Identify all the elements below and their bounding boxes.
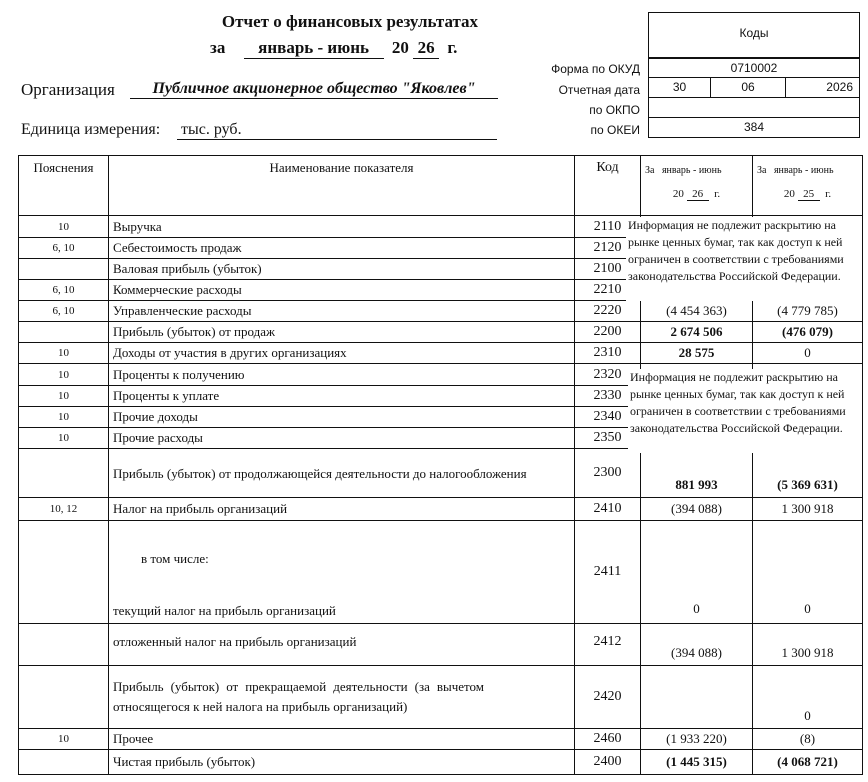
row-current: 2 674 506	[641, 322, 753, 343]
table-row	[19, 666, 863, 729]
year-end: г.	[447, 38, 458, 57]
table-row	[19, 449, 863, 498]
row-note: 10	[19, 364, 109, 386]
row-name: Прибыль (убыток) от продолжающейся деятельности до налогообложения	[109, 449, 575, 498]
col-code-header: Код	[575, 156, 641, 216]
row-name: Чистая прибыль (убыток)	[109, 750, 575, 775]
year-suffix: 26	[413, 38, 439, 59]
okpo-label: по ОКПО	[589, 103, 640, 117]
row-code: 2350	[575, 428, 641, 449]
row-current: (394 088)	[641, 498, 753, 521]
report-period	[210, 38, 457, 59]
table-row	[19, 343, 863, 364]
col-name-header: Наименование показателя	[109, 156, 575, 216]
row-note: 10	[19, 729, 109, 750]
row-note: 10	[19, 407, 109, 428]
row-code: 2220	[575, 301, 641, 322]
row-note: 10	[19, 343, 109, 364]
row-current: 28 575	[641, 343, 753, 364]
row-note: 6, 10	[19, 238, 109, 259]
row-code: 2410	[575, 498, 641, 521]
row-current	[641, 666, 753, 729]
row-name: Прочие расходы	[109, 428, 575, 449]
row-note	[19, 666, 109, 729]
year-prefix: 20	[391, 38, 409, 57]
row-previous: 0	[753, 343, 863, 364]
row-note: 6, 10	[19, 301, 109, 322]
table-row	[19, 521, 863, 624]
date-month: 06	[710, 77, 786, 98]
row-previous: 1 300 918	[753, 498, 863, 521]
report-title: Отчет о финансовых результатах	[221, 12, 479, 31]
codes-header: Коды	[739, 26, 769, 40]
table-row	[19, 322, 863, 343]
disclaimer-box-top: Информация не подлежит раскрытию на рынке ценных бумаг, так как доступ к ней ограничен в соответствии с требованиями законодательства Российской Федерации.	[626, 217, 862, 301]
row-name-main: текущий налог на прибыль организаций	[113, 603, 336, 618]
col-notes-header: Пояснения	[19, 156, 109, 216]
row-name: Выручка	[109, 216, 575, 238]
row-note	[19, 521, 109, 624]
table-row	[19, 624, 863, 666]
row-name: Валовая прибыль (убыток)	[109, 259, 575, 280]
row-note: 10, 12	[19, 498, 109, 521]
row-name: Прибыль (убыток) от прекращаемой деятельности (за вычетом относящегося к ней налога на прибыль организаций)	[109, 666, 575, 729]
okpo-value	[648, 97, 860, 118]
row-note: 10	[19, 386, 109, 407]
row-name: Коммерческие расходы	[109, 280, 575, 301]
table-row	[19, 750, 863, 775]
disclaimer-box-bottom: Информация не подлежит раскрытию на рынке ценных бумаг, так как доступ к ней ограничен в соответствии с требованиями законодательства Российской Федерации.	[628, 369, 862, 453]
row-name-top: в том числе:	[141, 551, 209, 566]
row-name: Налог на прибыль организаций	[109, 498, 575, 521]
row-code: 2110	[575, 216, 641, 238]
row-name: Доходы от участия в других организациях	[109, 343, 575, 364]
row-name: Проценты к получению	[109, 364, 575, 386]
table-header-row	[19, 156, 863, 216]
row-note	[19, 259, 109, 280]
date-year: 2026	[785, 77, 860, 98]
organization-label: Организация	[21, 80, 115, 99]
row-note: 10	[19, 216, 109, 238]
period-prefix: за	[210, 38, 226, 57]
row-name: Прочее	[109, 729, 575, 750]
row-name: Управленческие расходы	[109, 301, 575, 322]
row-previous: (5 369 631)	[753, 449, 863, 498]
unit-label: Единица измерения:	[21, 121, 161, 138]
row-note	[19, 322, 109, 343]
organization-name: Публичное акционерное общество "Яковлев"	[130, 80, 498, 99]
row-previous: 0	[753, 521, 863, 624]
col-previous-period-header: За январь - июнь 20 25 г.	[753, 156, 863, 216]
period-value: январь - июнь	[244, 38, 384, 59]
row-previous: (476 079)	[753, 322, 863, 343]
row-note	[19, 750, 109, 775]
table-row	[19, 498, 863, 521]
row-code: 2310	[575, 343, 641, 364]
row-code: 2412	[575, 624, 641, 666]
unit-value: тыс. руб.	[177, 121, 497, 140]
col-current-period-header: За январь - июнь 20 26 г.	[641, 156, 753, 216]
row-previous: (8)	[753, 729, 863, 750]
row-note	[19, 449, 109, 498]
table-row	[19, 301, 863, 322]
row-code: 2210	[575, 280, 641, 301]
row-current: 0	[641, 521, 753, 624]
row-code: 2340	[575, 407, 641, 428]
row-code: 2300	[575, 449, 641, 498]
row-previous: (4 068 721)	[753, 750, 863, 775]
okei-value: 384	[648, 117, 860, 138]
row-note: 6, 10	[19, 280, 109, 301]
row-note: 10	[19, 428, 109, 449]
row-current: (1 445 315)	[641, 750, 753, 775]
table-row	[19, 729, 863, 750]
row-name: Прибыль (убыток) от продаж	[109, 322, 575, 343]
row-previous: 0	[753, 666, 863, 729]
row-name: отложенный налог на прибыль организаций	[109, 624, 575, 666]
row-code: 2420	[575, 666, 641, 729]
row-name: Проценты к уплате	[109, 386, 575, 407]
row-current: (4 454 363)	[641, 301, 753, 322]
row-previous: (4 779 785)	[753, 301, 863, 322]
row-code: 2200	[575, 322, 641, 343]
date-day: 30	[648, 77, 711, 98]
row-current: (1 933 220)	[641, 729, 753, 750]
row-name: Себестоимость продаж	[109, 238, 575, 259]
okud-value: 0710002	[648, 58, 860, 78]
row-name: Прочие доходы	[109, 407, 575, 428]
row-name	[109, 521, 575, 624]
row-current: (394 088)	[641, 624, 753, 666]
row-code: 2400	[575, 750, 641, 775]
okud-label: Форма по ОКУД	[551, 62, 640, 76]
row-code: 2320	[575, 364, 641, 386]
row-code: 2330	[575, 386, 641, 407]
row-code: 2120	[575, 238, 641, 259]
row-previous: 1 300 918	[753, 624, 863, 666]
row-note	[19, 624, 109, 666]
row-code: 2100	[575, 259, 641, 280]
okei-label: по ОКЕИ	[590, 123, 640, 137]
row-code: 2411	[575, 521, 641, 624]
row-current: 881 993	[641, 449, 753, 498]
row-code: 2460	[575, 729, 641, 750]
date-label: Отчетная дата	[558, 83, 640, 97]
